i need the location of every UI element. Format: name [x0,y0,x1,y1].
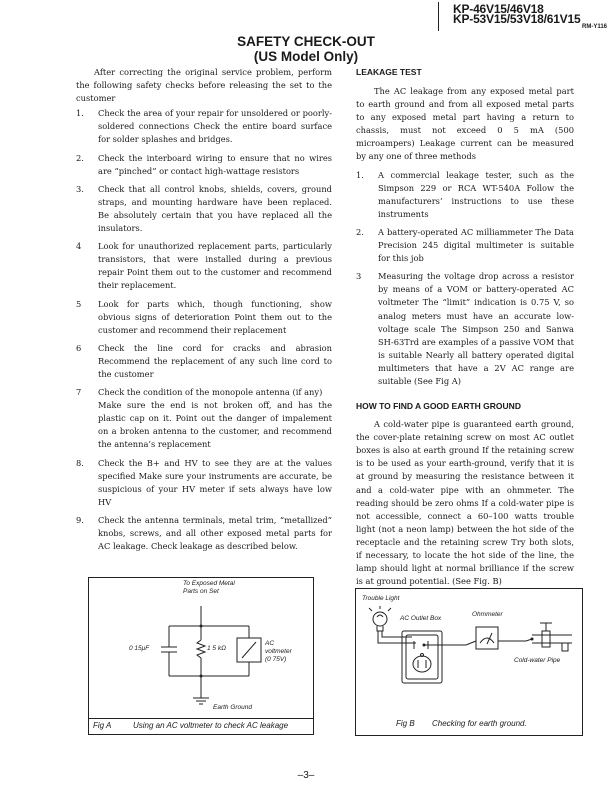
item-text-continued: Make sure the end is not broken off, and has the plastic cap on it. Point out the danger of impalement on a broken antenna to the customer, and recommend the antenna’s replacement [98,400,332,450]
item-number: 2. [76,152,84,163]
leakage-intro: The AC leakage from any exposed metal part to earth ground and from all exposed metal parts to any exposed metal part having a return to chassis, must not exceed 0 5 mA (500 microampers) Leakage current can be measured by any one of three methods [356,86,574,162]
item-text: Look for unauthorized replacement parts, particularly transistors, that were installed during a previous repair Point them out to the customer and recommend their replacement. [98,241,332,291]
item-number: 5 [76,298,82,309]
item-number: 7 [76,387,82,398]
fig-a-caption: Using an AC voltmeter to check AC leakage [133,721,289,730]
capacitor-value-label: 0 15μF [129,645,150,652]
item-text: Check the condition of the monopole antenna (if any) [98,387,323,398]
fig-b-caption-tag: Fig B [396,719,415,728]
meter-label-2: voltmeter [265,648,292,655]
method-text: A commercial leakage tester, such as the Simpson 229 or RCA WT-540A Follow the manufacturers’ instructions to use these instruments [378,169,574,219]
check-item [76,183,332,235]
item-text: Check the area of your repair for unsoldered or poorly-soldered connections Check the entire board surface for solder splashes and bridges. [98,108,332,145]
earth-ground-label: Earth Ground [213,704,253,711]
item-number: 8. [76,457,84,468]
check-item [76,152,332,178]
method-item [356,226,574,265]
check-item [76,107,332,146]
check-item [76,386,332,451]
ohmmeter-label: Ohmmeter [472,611,503,618]
check-item [76,298,332,337]
model-line-1: KP-46V15/46V18 [453,2,544,16]
figure-b [355,588,583,736]
intro-paragraph: After correcting the original service problem, perform the following safety checks before releasing the set to the customer [76,67,332,104]
model-number-box [438,2,609,31]
fig-a-caption-tag: Fig A [93,721,112,730]
page-subtitle: (US Model Only) [253,49,359,64]
item-text: Check the interboard wiring to ensure that no wires are “pinched” or contact high-wattage resistors [98,152,332,176]
method-number: 1. [356,169,364,180]
method-number: 3 [356,271,362,282]
item-number: 1. [76,108,84,119]
fig-a-label-top-1: To Exposed Metal [183,580,235,587]
fig-a-caption-divider [89,718,313,719]
earth-ground-heading: HOW TO FIND A GOOD EARTH GROUND [356,401,521,412]
check-item [76,342,332,381]
earth-ground-paragraph: A cold-water pipe is guaranteed earth ground, the cover-plate retaining screw on most AC outlet boxes is also at earth ground If the retaining screw is to be used as your earth-ground, verify that it is at ground by measuring the resistance between it and a cold-water pipe with an ohmmeter. The reading should be zero ohms If a cold-water pipe is not accessible, connect a 60–100 watts trouble light (not a neon lamp) between the hot side of the receptacle and the retaining screw Try both slots, if necessary, to locate the hot side of the line, the lamp should light at normal brilliance if the screw is at ground potential. (See Fig. B) [356,419,574,587]
check-item [76,240,332,292]
item-number: 3. [76,183,84,194]
item-number: 4 [76,241,82,252]
item-text: Check that all control knobs, shields, covers, ground straps, and mounting hardware have been replaced. Be absolutely certain that you have replaced all the insulators. [98,183,332,234]
item-text: Check the antenna terminals, metal trim, “metallized” knobs, screws, and all other exposed metal parts for AC leakage. Check leakage as described below. [98,514,332,552]
method-text: Measuring the voltage drop across a resistor by means of a VOM or battery-operated AC voltmeter The “limit” indication is 0.75 V, so analog meters must have an accurate low-voltage scale The Simpson 250 and Sanwa SH-63Trd are examples of a passive VOM that is suitable Nearly all battery operated digital multimeters that have a 2V AC range are suitable (See Fig A) [378,271,574,386]
trouble-light-label: Trouble Light [362,595,400,602]
item-text: Check the B+ and HV to see they are at the values specified Make sure your instruments are accurate, be suspicious of your HV meter if sets always have low HV [98,457,332,507]
figure-a [88,577,314,735]
method-number: 2. [356,226,364,237]
method-item [356,169,574,221]
meter-label-1: AC [265,640,275,647]
item-number: 9. [76,514,84,525]
left-column [76,66,332,553]
check-item [76,457,332,509]
method-item [356,270,574,388]
item-text: Check the line cord for cracks and abrasion Recommend the replacement of any such line cord to the customer [98,342,332,379]
item-text: Look for parts which, though functioning, show obvious signs of deterioration Point them out to the customer and recommend their replacement [98,298,332,335]
rm-code: RM-Y116 [581,24,607,30]
fig-b-caption: Checking for earth ground. [432,719,527,728]
item-number: 6 [76,342,82,353]
page-title: SAFETY CHECK-OUT [237,34,375,49]
right-column [356,66,574,588]
method-text: A battery-operated AC milliammeter The Data Precision 245 digital multimeter is suitable for this job [378,226,574,264]
fig-a-label-top-2: Parts on Set [183,588,219,595]
model-line-2: KP-53V15/53V18/61V15 [453,12,581,26]
leakage-test-heading: LEAKAGE TEST [356,67,422,77]
ac-outlet-box-label: AC Outlet Box [400,615,442,622]
page-number: –3– [297,770,315,781]
resistor-value-label: 1 5 kΩ [207,645,227,652]
meter-label-3: (0 75V) [265,656,287,663]
cold-water-pipe-label: Cold-water Pipe [514,657,561,664]
check-item [76,514,332,553]
